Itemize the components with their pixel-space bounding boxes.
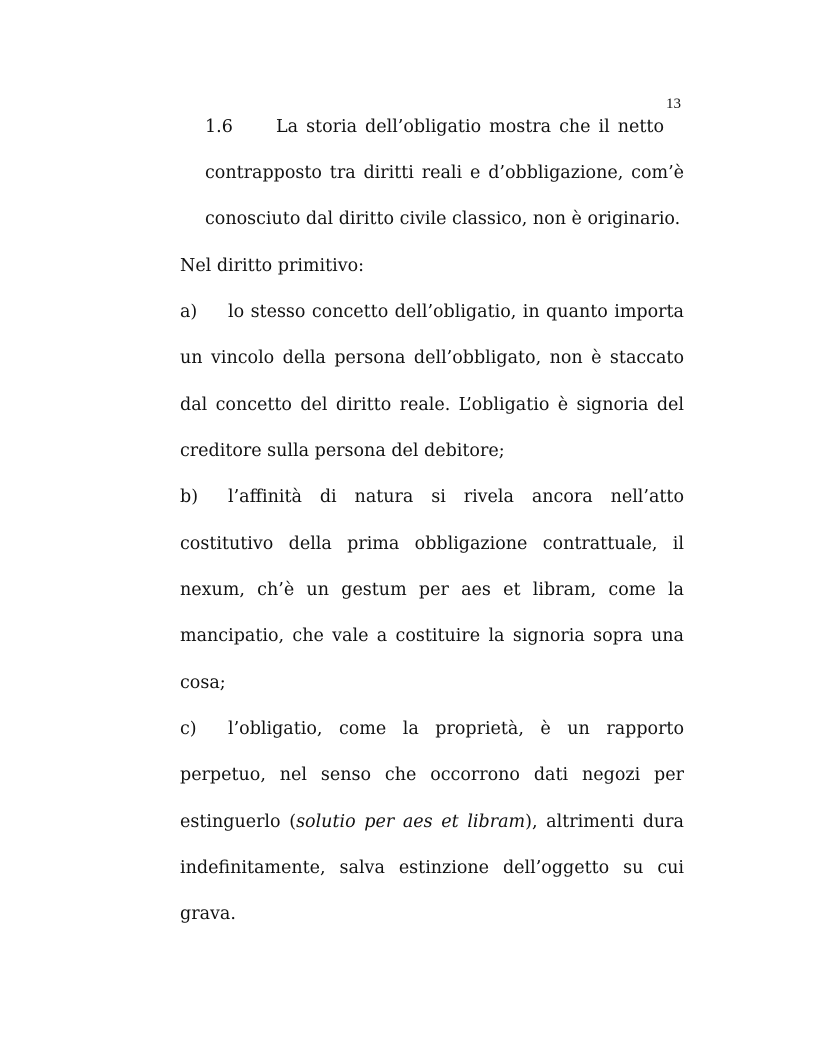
item-c-italic-citation: solutio per aes et libram: [296, 812, 526, 832]
item-b-line-2: costitutivo della prima obbligazione contrattuale, il: [180, 534, 684, 554]
item-a-line-1: [180, 301, 684, 323]
item-b-label: b): [180, 487, 199, 507]
item-c-line-1: [180, 718, 684, 740]
item-a-text-1: lo stesso concetto dell’obligatio, in quanto importa: [228, 302, 684, 322]
item-c-line-2: perpetuo, nel senso che occorrono dati negozi per: [180, 765, 684, 785]
section-lead: Nel diritto primitivo:: [180, 256, 365, 276]
item-b-line-5: cosa;: [180, 673, 226, 693]
item-c-line-3: [180, 811, 684, 833]
item-c-line-4: indefinitamente, salva estinzione dell’oggetto su cui: [180, 858, 684, 878]
item-b-line-4: mancipatio, che vale a costituire la signoria sopra una: [180, 626, 684, 646]
item-a-line-3: dal concetto del diritto reale. L’obligatio è signoria del: [180, 395, 684, 415]
item-a-line-4: creditore sulla persona del debitore;: [180, 441, 505, 461]
section-line-2: contrapposto tra diritti reali e d’obbligazione, com’è: [205, 163, 684, 183]
item-a-line-2: un vincolo della persona dell’obbligato, non è staccato: [180, 348, 684, 368]
section-line-3: conosciuto dal diritto civile classico, non è originario.: [205, 209, 681, 229]
item-b-line-1: [180, 486, 684, 508]
item-c-label: c): [180, 719, 197, 739]
section-number: 1.6: [205, 117, 233, 137]
item-c-text-3b: ), altrimenti dura: [525, 812, 684, 832]
item-b-text-1: l’affinità di natura si rivela ancora nell’atto: [228, 487, 684, 507]
item-c-text-3a: estinguerlo (: [180, 812, 297, 832]
section-first-line: [205, 116, 664, 138]
item-b-line-3: nexum, ch’è un gestum per aes et libram, come la: [180, 580, 684, 600]
item-a-label: a): [180, 302, 198, 322]
page-number: 13: [666, 96, 681, 112]
section-line-1: La storia dell’obligatio mostra che il netto: [276, 117, 664, 137]
item-c-text-1: l’obligatio, come la proprietà, è un rapporto: [228, 719, 684, 739]
item-c-line-5: grava.: [180, 904, 236, 924]
